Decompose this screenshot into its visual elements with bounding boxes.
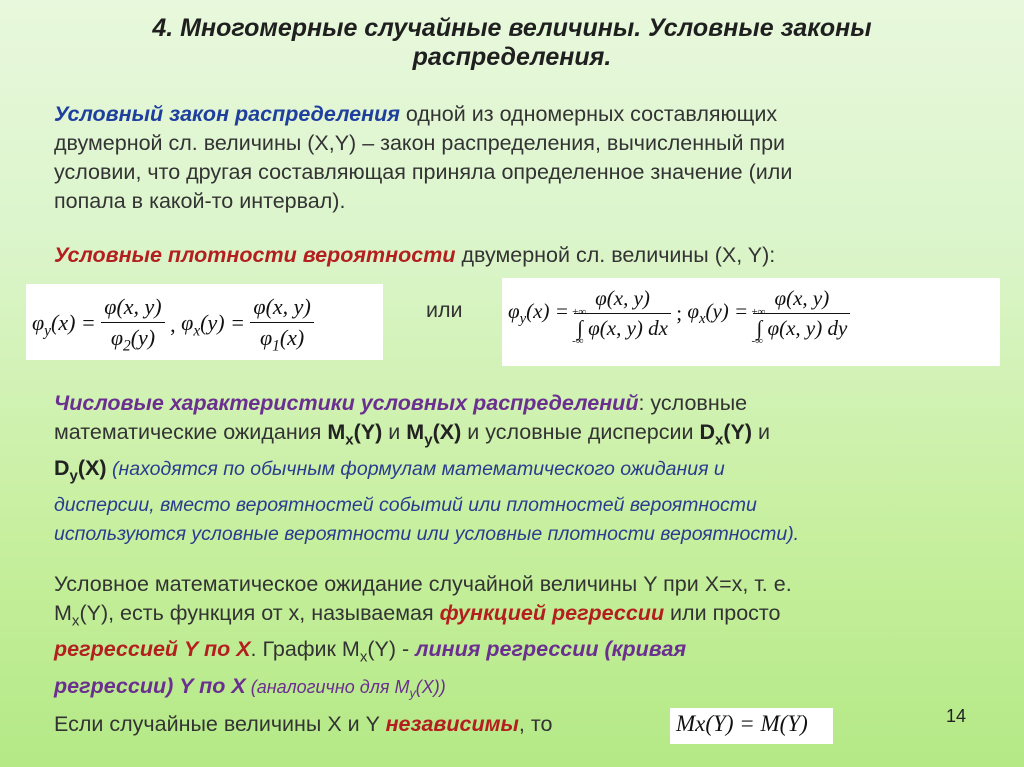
note-text: y bbox=[409, 686, 416, 701]
term-independent: независимы bbox=[385, 712, 519, 736]
page-number: 14 bbox=[945, 706, 966, 726]
term-regression-y-on-x: регрессией Y по X bbox=[54, 637, 251, 662]
formula-text: 1 bbox=[272, 337, 280, 355]
fraction-numerator: φ(x, y) bbox=[753, 286, 850, 314]
term-regression-function: функцией регрессии bbox=[439, 601, 665, 625]
integral-upper-limit: +∞ bbox=[751, 306, 766, 318]
formula-text: φ bbox=[508, 298, 520, 323]
text: и bbox=[382, 420, 407, 444]
formula-text: y bbox=[44, 321, 52, 339]
formula-box-simple bbox=[26, 284, 383, 360]
symbol: y bbox=[69, 467, 78, 485]
title-line-2: распределения. bbox=[412, 43, 612, 71]
final-formula: Mx(Y) = M(Y) bbox=[676, 711, 808, 736]
integral-upper-limit: +∞ bbox=[572, 306, 587, 318]
formula-text: φ bbox=[110, 325, 123, 350]
term-numeric-characteristics: Числовые характеристики условных распределений bbox=[54, 391, 639, 415]
text: двумерной сл. величины (X, Y): bbox=[455, 243, 776, 267]
symbol: M bbox=[327, 420, 346, 444]
integral-lower-limit: -∞ bbox=[751, 335, 763, 347]
text: условии, что другая составляющая приняла определенное значение (или bbox=[54, 160, 793, 184]
note-text: дисперсии, вместо вероятностей событий или плотностей вероятности bbox=[54, 493, 757, 516]
note-text: (X)) bbox=[415, 676, 446, 697]
formula-text: (y) = bbox=[200, 309, 245, 335]
formula-text: 2 bbox=[122, 337, 131, 355]
text: попала в какой-то интервал). bbox=[54, 189, 346, 213]
text: двумерной сл. величины (X,Y) – закон распределения, вычисленный при bbox=[54, 131, 786, 155]
paragraph-conditional-densities bbox=[54, 241, 984, 270]
formula-box-integral bbox=[502, 278, 1000, 366]
symbol: x bbox=[345, 431, 354, 449]
slide-title bbox=[0, 14, 1024, 72]
note-text: используются условные вероятности или условные плотности вероятности). bbox=[54, 522, 800, 545]
formula-text: x bbox=[698, 311, 706, 328]
symbol: D bbox=[54, 456, 70, 481]
formula-text: (y) bbox=[130, 325, 156, 350]
text: и условные дисперсии bbox=[461, 420, 700, 444]
fraction-numerator: φ(x, y) bbox=[250, 294, 313, 323]
symbol: (X) bbox=[432, 420, 462, 444]
symbol: (Y) bbox=[723, 420, 753, 444]
fraction-numerator: φ(x, y) bbox=[574, 286, 671, 314]
formula-text: φ bbox=[687, 298, 699, 323]
symbol: x bbox=[359, 648, 368, 666]
text: . График M bbox=[250, 637, 360, 662]
paragraph-independent bbox=[54, 710, 552, 739]
symbol: x bbox=[71, 612, 80, 630]
text: , то bbox=[518, 712, 553, 736]
or-label: или bbox=[426, 298, 463, 322]
text: Если случайные величины X и Y bbox=[54, 712, 386, 736]
symbol: (Y) bbox=[353, 420, 383, 444]
note-text: (аналогично для M bbox=[245, 676, 410, 697]
formula-text: x bbox=[193, 321, 201, 339]
paragraph-regression bbox=[54, 570, 1004, 708]
paragraph-numeric-characteristics bbox=[54, 389, 994, 549]
integral-lower-limit: -∞ bbox=[572, 335, 584, 347]
formula-text: (x) = bbox=[51, 309, 96, 335]
symbol: (X) bbox=[77, 456, 107, 481]
note-text: (находятся по обычным формулам математического ожидания и bbox=[106, 458, 725, 481]
text: или просто bbox=[664, 601, 781, 625]
formula-text: (x) bbox=[279, 325, 305, 350]
text: (Y), есть функция от x, называемая bbox=[79, 601, 440, 625]
term-conditional-law: Условный закон распределения bbox=[54, 102, 400, 126]
formula-text: , bbox=[170, 311, 176, 337]
term-conditional-densities: Условные плотности вероятности bbox=[54, 243, 456, 267]
symbol: x bbox=[715, 431, 724, 449]
text: (Y) - bbox=[367, 637, 416, 662]
symbol: D bbox=[699, 420, 716, 444]
formula-text: (x) = bbox=[526, 298, 569, 323]
term-regression-curve: регрессии) Y по X bbox=[54, 673, 246, 698]
fraction-denominator: ∫ φ(x, y) dy bbox=[756, 316, 848, 340]
text: и bbox=[752, 420, 771, 444]
formula-text: y bbox=[519, 311, 527, 328]
symbol: M bbox=[54, 601, 72, 625]
formula-text: (y) = bbox=[705, 298, 749, 323]
title-line-1: 4. Многомерные случайные величины. Условные законы bbox=[152, 14, 872, 42]
fraction-denominator: ∫ φ(x, y) dx bbox=[577, 316, 668, 340]
formula-text: φ bbox=[181, 309, 194, 335]
text: одной из одномерных составляющих bbox=[399, 102, 778, 126]
symbol: M bbox=[406, 420, 425, 444]
formula-text: φ bbox=[259, 325, 273, 350]
text: математические ожидания bbox=[54, 420, 328, 444]
formula-box-independent bbox=[670, 708, 833, 744]
paragraph-conditional-law bbox=[54, 100, 984, 216]
text: : условные bbox=[638, 391, 748, 415]
formula-text: ; bbox=[676, 301, 683, 325]
fraction-numerator: φ(x, y) bbox=[101, 294, 164, 323]
symbol: y bbox=[424, 431, 433, 449]
term-regression-line: линия регрессии (кривая bbox=[415, 637, 687, 662]
text: Условное математическое ожидание случайной величины Y при X=x, т. е. bbox=[54, 572, 792, 596]
formula-text: φ bbox=[32, 309, 45, 335]
